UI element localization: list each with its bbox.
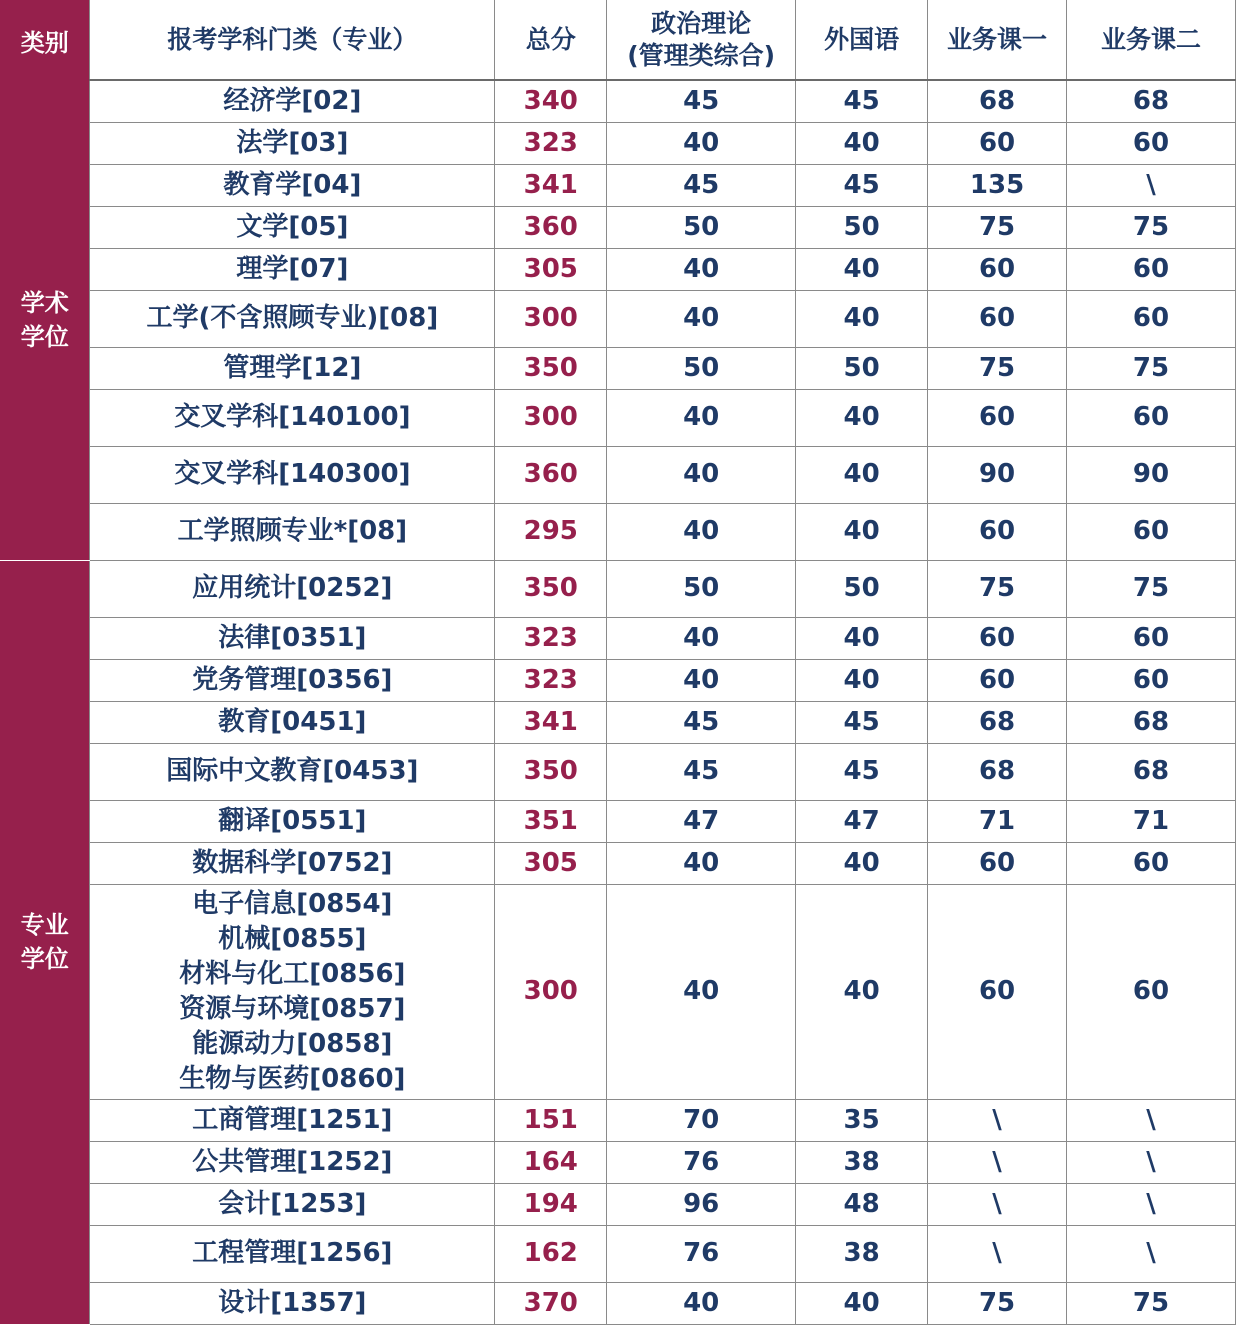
foreign-cell: 40 <box>796 617 928 659</box>
politics-cell: 40 <box>607 842 796 884</box>
subject-cell: 翻译[0551] <box>90 800 495 842</box>
subject-cell: 工程管理[1256] <box>90 1225 495 1282</box>
foreign-cell: 40 <box>796 884 928 1099</box>
course2-cell: \ <box>1067 164 1236 206</box>
total-cell: 300 <box>495 389 607 446</box>
foreign-cell: 48 <box>796 1183 928 1225</box>
course2-cell: 60 <box>1067 389 1236 446</box>
course2-cell: \ <box>1067 1183 1236 1225</box>
table-row <box>0 1141 1236 1183</box>
table-row <box>0 800 1236 842</box>
course1-cell: 75 <box>928 1282 1067 1324</box>
foreign-cell: 45 <box>796 701 928 743</box>
table-row <box>0 248 1236 290</box>
course1-cell: \ <box>928 1225 1067 1282</box>
course1-cell: 135 <box>928 164 1067 206</box>
header-subject: 报考学科门类（专业） <box>90 0 495 80</box>
table-row <box>0 1183 1236 1225</box>
table-row <box>0 1225 1236 1282</box>
foreign-cell: 40 <box>796 1282 928 1324</box>
table-row <box>0 842 1236 884</box>
total-cell: 323 <box>495 617 607 659</box>
header-foreign: 外国语 <box>796 0 928 80</box>
total-cell: 341 <box>495 701 607 743</box>
politics-cell: 40 <box>607 446 796 503</box>
foreign-cell: 45 <box>796 80 928 122</box>
subject-cell: 法学[03] <box>90 122 495 164</box>
foreign-cell: 40 <box>796 842 928 884</box>
politics-cell: 45 <box>607 701 796 743</box>
course1-cell: 90 <box>928 446 1067 503</box>
table-row <box>0 617 1236 659</box>
table-row <box>0 389 1236 446</box>
table-row <box>0 884 1236 1099</box>
table-row <box>0 659 1236 701</box>
subject-cell: 工商管理[1251] <box>90 1099 495 1141</box>
foreign-cell: 50 <box>796 206 928 248</box>
course1-cell: 75 <box>928 347 1067 389</box>
course1-cell: 68 <box>928 743 1067 800</box>
course2-cell: \ <box>1067 1099 1236 1141</box>
header-politics <box>607 0 796 80</box>
table-row <box>0 701 1236 743</box>
course1-cell: 60 <box>928 617 1067 659</box>
course2-cell: 60 <box>1067 659 1236 701</box>
course1-cell: 60 <box>928 290 1067 347</box>
politics-cell: 40 <box>607 122 796 164</box>
course2-cell: 75 <box>1067 206 1236 248</box>
course1-cell: \ <box>928 1183 1067 1225</box>
politics-cell: 40 <box>607 1282 796 1324</box>
course1-cell: 75 <box>928 206 1067 248</box>
header-course2: 业务课二 <box>1067 0 1236 80</box>
politics-cell: 45 <box>607 80 796 122</box>
politics-cell: 40 <box>607 248 796 290</box>
header-total: 总分 <box>495 0 607 80</box>
course2-cell: 60 <box>1067 503 1236 560</box>
course1-cell: 60 <box>928 248 1067 290</box>
politics-cell: 50 <box>607 560 796 617</box>
total-cell: 370 <box>495 1282 607 1324</box>
course2-cell: 68 <box>1067 743 1236 800</box>
total-cell: 194 <box>495 1183 607 1225</box>
politics-cell: 96 <box>607 1183 796 1225</box>
foreign-cell: 40 <box>796 446 928 503</box>
table-row <box>0 1282 1236 1324</box>
subject-cell: 理学[07] <box>90 248 495 290</box>
course1-cell: 68 <box>928 701 1067 743</box>
politics-cell: 76 <box>607 1141 796 1183</box>
subject-cell: 工学照顾专业*[08] <box>90 503 495 560</box>
foreign-cell: 40 <box>796 248 928 290</box>
politics-cell: 40 <box>607 503 796 560</box>
subject-cell: 工学(不含照顾专业)[08] <box>90 290 495 347</box>
foreign-cell: 45 <box>796 743 928 800</box>
subject-cell: 会计[1253] <box>90 1183 495 1225</box>
course2-cell: \ <box>1067 1225 1236 1282</box>
course1-cell: 60 <box>928 503 1067 560</box>
header-row <box>0 0 1236 80</box>
politics-cell: 45 <box>607 164 796 206</box>
course2-cell: 75 <box>1067 560 1236 617</box>
subject-cell: 经济学[02] <box>90 80 495 122</box>
course1-cell: 60 <box>928 842 1067 884</box>
subject-cell: 设计[1357] <box>90 1282 495 1324</box>
subject-cell: 电子信息[0854] 机械[0855] 材料与化工[0856] 资源与环境[0857] 能源动力[0858] 生物与医药[0860] <box>90 884 495 1099</box>
total-cell: 340 <box>495 80 607 122</box>
total-cell: 305 <box>495 248 607 290</box>
total-cell: 323 <box>495 122 607 164</box>
politics-cell: 40 <box>607 290 796 347</box>
course2-cell: 75 <box>1067 347 1236 389</box>
subject-cell: 国际中文教育[0453] <box>90 743 495 800</box>
foreign-cell: 47 <box>796 800 928 842</box>
course1-cell: 75 <box>928 560 1067 617</box>
subject-cell: 应用统计[0252] <box>90 560 495 617</box>
subject-cell: 教育学[04] <box>90 164 495 206</box>
course1-cell: \ <box>928 1141 1067 1183</box>
subject-cell: 交叉学科[140100] <box>90 389 495 446</box>
course2-cell: 71 <box>1067 800 1236 842</box>
table-row <box>0 290 1236 347</box>
table-row <box>0 80 1236 122</box>
table-row <box>0 446 1236 503</box>
subject-cell: 管理学[12] <box>90 347 495 389</box>
course1-cell: 71 <box>928 800 1067 842</box>
total-cell: 162 <box>495 1225 607 1282</box>
foreign-cell: 35 <box>796 1099 928 1141</box>
table-row <box>0 743 1236 800</box>
header-politics-line1: 政治理论 <box>651 8 752 38</box>
course2-cell: 60 <box>1067 617 1236 659</box>
total-cell: 341 <box>495 164 607 206</box>
foreign-cell: 40 <box>796 122 928 164</box>
course2-cell: 60 <box>1067 842 1236 884</box>
total-cell: 300 <box>495 884 607 1099</box>
politics-cell: 40 <box>607 389 796 446</box>
table-row <box>0 122 1236 164</box>
foreign-cell: 38 <box>796 1225 928 1282</box>
foreign-cell: 50 <box>796 347 928 389</box>
total-cell: 164 <box>495 1141 607 1183</box>
table-row <box>0 503 1236 560</box>
politics-cell: 40 <box>607 617 796 659</box>
subject-cell: 党务管理[0356] <box>90 659 495 701</box>
subject-cell: 数据科学[0752] <box>90 842 495 884</box>
foreign-cell: 40 <box>796 659 928 701</box>
foreign-cell: 40 <box>796 389 928 446</box>
table-row <box>0 164 1236 206</box>
politics-cell: 70 <box>607 1099 796 1141</box>
politics-cell: 47 <box>607 800 796 842</box>
total-cell: 151 <box>495 1099 607 1141</box>
subject-cell: 法律[0351] <box>90 617 495 659</box>
course1-cell: 60 <box>928 884 1067 1099</box>
total-cell: 323 <box>495 659 607 701</box>
course1-cell: 60 <box>928 389 1067 446</box>
table-row <box>0 560 1236 617</box>
group-academic: 学术 学位 <box>0 80 90 560</box>
subject-cell: 教育[0451] <box>90 701 495 743</box>
total-cell: 360 <box>495 446 607 503</box>
total-cell: 350 <box>495 560 607 617</box>
header-category: 类别 <box>0 0 90 80</box>
politics-cell: 50 <box>607 347 796 389</box>
foreign-cell: 38 <box>796 1141 928 1183</box>
foreign-cell: 40 <box>796 503 928 560</box>
header-politics-line2: (管理类综合) <box>627 40 776 70</box>
politics-cell: 45 <box>607 743 796 800</box>
course1-cell: 60 <box>928 659 1067 701</box>
course2-cell: 60 <box>1067 248 1236 290</box>
politics-cell: 40 <box>607 884 796 1099</box>
course2-cell: 75 <box>1067 1282 1236 1324</box>
foreign-cell: 50 <box>796 560 928 617</box>
total-cell: 350 <box>495 347 607 389</box>
subject-cell: 文学[05] <box>90 206 495 248</box>
subject-cell: 公共管理[1252] <box>90 1141 495 1183</box>
course2-cell: 60 <box>1067 122 1236 164</box>
course2-cell: 68 <box>1067 80 1236 122</box>
table-row <box>0 347 1236 389</box>
total-cell: 305 <box>495 842 607 884</box>
foreign-cell: 40 <box>796 290 928 347</box>
group-professional: 专业 学位 <box>0 560 90 1324</box>
header-course1: 业务课一 <box>928 0 1067 80</box>
course2-cell: 60 <box>1067 290 1236 347</box>
subject-cell: 交叉学科[140300] <box>90 446 495 503</box>
course2-cell: \ <box>1067 1141 1236 1183</box>
total-cell: 300 <box>495 290 607 347</box>
total-cell: 360 <box>495 206 607 248</box>
table-row <box>0 206 1236 248</box>
total-cell: 295 <box>495 503 607 560</box>
politics-cell: 76 <box>607 1225 796 1282</box>
politics-cell: 50 <box>607 206 796 248</box>
total-cell: 351 <box>495 800 607 842</box>
foreign-cell: 45 <box>796 164 928 206</box>
course2-cell: 68 <box>1067 701 1236 743</box>
course1-cell: 68 <box>928 80 1067 122</box>
course2-cell: 90 <box>1067 446 1236 503</box>
course2-cell: 60 <box>1067 884 1236 1099</box>
course1-cell: 60 <box>928 122 1067 164</box>
total-cell: 350 <box>495 743 607 800</box>
course1-cell: \ <box>928 1099 1067 1141</box>
politics-cell: 40 <box>607 659 796 701</box>
table-row <box>0 1099 1236 1141</box>
